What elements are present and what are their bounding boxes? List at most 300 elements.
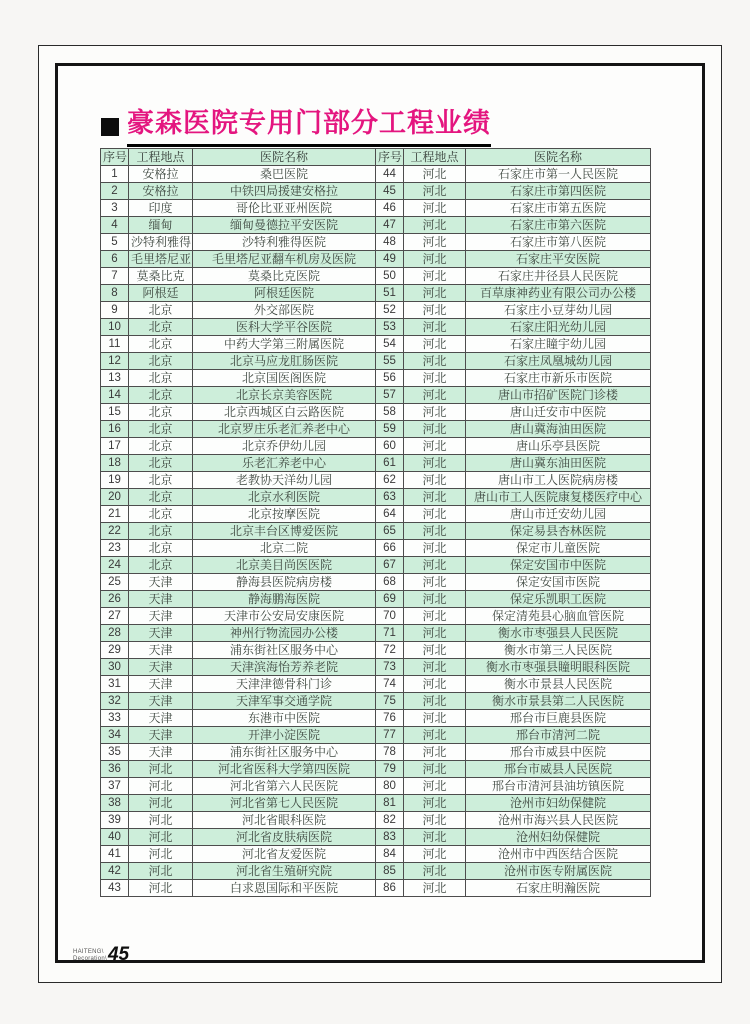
cell-serial: 72: [376, 642, 404, 659]
cell-location: 河北: [404, 608, 466, 625]
cell-location: 河北: [404, 268, 466, 285]
cell-hospital: 哥伦比亚亚州医院: [193, 200, 376, 217]
cell-location: 北京: [129, 523, 193, 540]
brand-line-1: HAITENG\: [73, 949, 104, 955]
cell-serial: 29: [101, 642, 129, 659]
cell-hospital: 保定易县杏林医院: [466, 523, 651, 540]
cell-serial: 52: [376, 302, 404, 319]
table-row: [101, 574, 651, 591]
cell-location: 河北: [404, 642, 466, 659]
cell-location: 河北: [404, 353, 466, 370]
cell-location: 河北: [404, 455, 466, 472]
cell-hospital: 北京马应龙肛肠医院: [193, 353, 376, 370]
cell-serial: 15: [101, 404, 129, 421]
cell-serial: 38: [101, 795, 129, 812]
cell-location: 河北: [129, 812, 193, 829]
cell-location: 北京: [129, 319, 193, 336]
cell-serial: 85: [376, 863, 404, 880]
cell-location: 河北: [129, 829, 193, 846]
cell-serial: 37: [101, 778, 129, 795]
page-title-block: [101, 101, 491, 147]
cell-serial: 64: [376, 506, 404, 523]
table-row: [101, 387, 651, 404]
cell-hospital: 河北省眼科医院: [193, 812, 376, 829]
cell-hospital: 衡水市枣强县瞳明眼科医院: [466, 659, 651, 676]
cell-hospital: 唐山乐亭县医院: [466, 438, 651, 455]
table-row: [101, 438, 651, 455]
cell-serial: 40: [101, 829, 129, 846]
cell-location: 安格拉: [129, 183, 193, 200]
cell-hospital: 唐山市工人医院康复楼医疗中心: [466, 489, 651, 506]
cell-serial: 26: [101, 591, 129, 608]
cell-serial: 76: [376, 710, 404, 727]
cell-hospital: 石家庄市新乐市医院: [466, 370, 651, 387]
cell-hospital: 沧州市医专附属医院: [466, 863, 651, 880]
table-row: [101, 251, 651, 268]
brand-logo: [73, 949, 107, 963]
cell-location: 河北: [404, 676, 466, 693]
cell-hospital: 外交部医院: [193, 302, 376, 319]
cell-hospital: 北京国医阁医院: [193, 370, 376, 387]
table-row: [101, 761, 651, 778]
cell-location: 河北: [404, 200, 466, 217]
cell-serial: 86: [376, 880, 404, 897]
cell-location: 北京: [129, 370, 193, 387]
cell-hospital: 毛里塔尼亚翻车机房及医院: [193, 251, 376, 268]
cell-serial: 33: [101, 710, 129, 727]
cell-location: 天津: [129, 744, 193, 761]
table-row: [101, 523, 651, 540]
cell-location: 河北: [404, 829, 466, 846]
cell-serial: 20: [101, 489, 129, 506]
table-row: [101, 336, 651, 353]
cell-serial: 21: [101, 506, 129, 523]
cell-serial: 77: [376, 727, 404, 744]
cell-serial: 58: [376, 404, 404, 421]
cell-location: 阿根廷: [129, 285, 193, 302]
table-row: [101, 676, 651, 693]
cell-hospital: 北京西城区白云路医院: [193, 404, 376, 421]
cell-hospital: 神州行物流园办公楼: [193, 625, 376, 642]
table-header-row: [101, 149, 651, 166]
cell-serial: 48: [376, 234, 404, 251]
cell-serial: 3: [101, 200, 129, 217]
table-row: [101, 472, 651, 489]
cell-serial: 74: [376, 676, 404, 693]
cell-serial: 61: [376, 455, 404, 472]
cell-hospital: 石家庄小豆芽幼儿园: [466, 302, 651, 319]
cell-hospital: 保定乐凯职工医院: [466, 591, 651, 608]
cell-location: 河北: [404, 574, 466, 591]
cell-serial: 69: [376, 591, 404, 608]
page-inner-border: [55, 63, 705, 963]
cell-hospital: 邢台市威县中医院: [466, 744, 651, 761]
cell-serial: 9: [101, 302, 129, 319]
cell-serial: 84: [376, 846, 404, 863]
cell-serial: 34: [101, 727, 129, 744]
cell-serial: 36: [101, 761, 129, 778]
cell-serial: 16: [101, 421, 129, 438]
cell-location: 河北: [404, 591, 466, 608]
cell-hospital: 邢台市威县人民医院: [466, 761, 651, 778]
table-row: [101, 319, 651, 336]
cell-location: 莫桑比克: [129, 268, 193, 285]
cell-serial: 63: [376, 489, 404, 506]
cell-serial: 24: [101, 557, 129, 574]
cell-serial: 56: [376, 370, 404, 387]
cell-location: 河北: [404, 336, 466, 353]
cell-location: 河北: [404, 472, 466, 489]
cell-location: 河北: [404, 251, 466, 268]
cell-hospital: 唐山市招矿医院门诊楼: [466, 387, 651, 404]
table-row: [101, 795, 651, 812]
cell-location: 天津: [129, 591, 193, 608]
cell-hospital: 石家庄市第五医院: [466, 200, 651, 217]
cell-hospital: 石家庄井径县人民医院: [466, 268, 651, 285]
table-row: [101, 642, 651, 659]
cell-location: 河北: [404, 795, 466, 812]
cell-hospital: 乐老汇养老中心: [193, 455, 376, 472]
cell-location: 北京: [129, 387, 193, 404]
cell-serial: 47: [376, 217, 404, 234]
cell-serial: 35: [101, 744, 129, 761]
cell-serial: 13: [101, 370, 129, 387]
cell-hospital: 浦东街社区服务中心: [193, 642, 376, 659]
table-row: [101, 200, 651, 217]
table-row: [101, 285, 651, 302]
cell-hospital: 北京美目尚医医院: [193, 557, 376, 574]
table-row: [101, 421, 651, 438]
cell-location: 天津: [129, 659, 193, 676]
table-row: [101, 812, 651, 829]
page-outer-border: [38, 45, 722, 983]
cell-serial: 62: [376, 472, 404, 489]
cell-hospital: 唐山迁安市中医院: [466, 404, 651, 421]
cell-location: 河北: [404, 659, 466, 676]
cell-hospital: 北京长京美容医院: [193, 387, 376, 404]
cell-hospital: 石家庄市第六医院: [466, 217, 651, 234]
cell-hospital: 保定市儿童医院: [466, 540, 651, 557]
cell-hospital: 石家庄阳光幼儿园: [466, 319, 651, 336]
cell-location: 河北: [404, 404, 466, 421]
cell-serial: 53: [376, 319, 404, 336]
cell-location: 北京: [129, 353, 193, 370]
cell-hospital: 沧州市中西医结合医院: [466, 846, 651, 863]
cell-location: 北京: [129, 506, 193, 523]
cell-location: 河北: [129, 795, 193, 812]
cell-serial: 32: [101, 693, 129, 710]
cell-hospital: 天津军事交通学院: [193, 693, 376, 710]
cell-location: 安格拉: [129, 166, 193, 183]
cell-hospital: 天津滨海怡芳养老院: [193, 659, 376, 676]
cell-location: 河北: [404, 217, 466, 234]
cell-hospital: 河北省第六人民医院: [193, 778, 376, 795]
table-row: [101, 727, 651, 744]
cell-serial: 27: [101, 608, 129, 625]
cell-location: 河北: [404, 812, 466, 829]
cell-location: 河北: [404, 370, 466, 387]
cell-location: 北京: [129, 557, 193, 574]
cell-location: 河北: [404, 234, 466, 251]
cell-location: 天津: [129, 710, 193, 727]
cell-location: 河北: [404, 302, 466, 319]
cell-serial: 59: [376, 421, 404, 438]
cell-serial: 25: [101, 574, 129, 591]
table-row: [101, 863, 651, 880]
cell-serial: 14: [101, 387, 129, 404]
cell-location: 天津: [129, 727, 193, 744]
cell-hospital: 唐山市工人医院病房楼: [466, 472, 651, 489]
table-row: [101, 302, 651, 319]
cell-hospital: 保定清苑县心脑血管医院: [466, 608, 651, 625]
column-header: 工程地点: [404, 149, 466, 166]
cell-serial: 39: [101, 812, 129, 829]
cell-hospital: 河北省第七人民医院: [193, 795, 376, 812]
cell-location: 天津: [129, 574, 193, 591]
cell-location: 天津: [129, 676, 193, 693]
page-title: 豪森医院专用门部分工程业绩: [127, 101, 491, 147]
table-row: [101, 404, 651, 421]
column-header: 医院名称: [466, 149, 651, 166]
cell-hospital: 邢台市清河县油坊镇医院: [466, 778, 651, 795]
cell-serial: 22: [101, 523, 129, 540]
cell-location: 河北: [404, 710, 466, 727]
cell-serial: 5: [101, 234, 129, 251]
cell-serial: 83: [376, 829, 404, 846]
cell-location: 河北: [129, 778, 193, 795]
cell-location: 河北: [404, 285, 466, 302]
cell-hospital: 衡水市景县第二人民医院: [466, 693, 651, 710]
table-row: [101, 489, 651, 506]
cell-hospital: 百草康神药业有限公司办公楼: [466, 285, 651, 302]
table-row: [101, 268, 651, 285]
cell-location: 河北: [404, 761, 466, 778]
cell-location: 河北: [404, 489, 466, 506]
projects-table: [100, 148, 651, 897]
table-row: [101, 744, 651, 761]
cell-location: 北京: [129, 489, 193, 506]
table-row: [101, 166, 651, 183]
cell-location: 河北: [404, 625, 466, 642]
cell-serial: 42: [101, 863, 129, 880]
table-row: [101, 710, 651, 727]
cell-location: 北京: [129, 336, 193, 353]
cell-serial: 46: [376, 200, 404, 217]
cell-hospital: 北京按摩医院: [193, 506, 376, 523]
cell-hospital: 白求恩国际和平医院: [193, 880, 376, 897]
cell-hospital: 石家庄市第四医院: [466, 183, 651, 200]
cell-hospital: 北京水利医院: [193, 489, 376, 506]
cell-serial: 51: [376, 285, 404, 302]
cell-location: 天津: [129, 608, 193, 625]
title-bullet-square-icon: [101, 118, 119, 136]
page-footer: [73, 944, 129, 966]
cell-location: 河北: [404, 438, 466, 455]
cell-serial: 19: [101, 472, 129, 489]
cell-serial: 28: [101, 625, 129, 642]
table-row: [101, 455, 651, 472]
cell-hospital: 北京罗庄乐老汇养老中心: [193, 421, 376, 438]
column-header: 序号: [376, 149, 404, 166]
cell-hospital: 沙特利雅得医院: [193, 234, 376, 251]
cell-location: 缅甸: [129, 217, 193, 234]
cell-location: 河北: [404, 693, 466, 710]
cell-serial: 78: [376, 744, 404, 761]
cell-hospital: 衡水市第三人民医院: [466, 642, 651, 659]
cell-hospital: 河北省友爱医院: [193, 846, 376, 863]
cell-serial: 18: [101, 455, 129, 472]
cell-location: 天津: [129, 693, 193, 710]
cell-serial: 31: [101, 676, 129, 693]
cell-serial: 8: [101, 285, 129, 302]
cell-location: 河北: [129, 846, 193, 863]
cell-hospital: 北京乔伊幼儿园: [193, 438, 376, 455]
table-row: [101, 829, 651, 846]
table-row: [101, 846, 651, 863]
cell-serial: 4: [101, 217, 129, 234]
cell-serial: 7: [101, 268, 129, 285]
cell-location: 河北: [404, 387, 466, 404]
cell-serial: 45: [376, 183, 404, 200]
cell-location: 河北: [129, 761, 193, 778]
cell-hospital: 河北省医科大学第四医院: [193, 761, 376, 778]
cell-hospital: 中铁四局援建安格拉: [193, 183, 376, 200]
cell-hospital: 唐山冀东油田医院: [466, 455, 651, 472]
page-number: 45: [107, 944, 130, 965]
cell-serial: 41: [101, 846, 129, 863]
cell-serial: 66: [376, 540, 404, 557]
cell-location: 北京: [129, 421, 193, 438]
cell-hospital: 静海县医院病房楼: [193, 574, 376, 591]
column-header: 工程地点: [129, 149, 193, 166]
cell-location: 北京: [129, 472, 193, 489]
cell-location: 河北: [129, 880, 193, 897]
cell-serial: 57: [376, 387, 404, 404]
table-row: [101, 353, 651, 370]
cell-location: 北京: [129, 438, 193, 455]
cell-hospital: 医科大学平谷医院: [193, 319, 376, 336]
cell-serial: 6: [101, 251, 129, 268]
table-row: [101, 506, 651, 523]
cell-hospital: 衡水市景县人民医院: [466, 676, 651, 693]
cell-serial: 12: [101, 353, 129, 370]
cell-hospital: 石家庄市第八医院: [466, 234, 651, 251]
table-row: [101, 659, 651, 676]
cell-hospital: 北京丰台区博爱医院: [193, 523, 376, 540]
cell-location: 河北: [404, 880, 466, 897]
cell-hospital: 保定安国市医院: [466, 574, 651, 591]
cell-serial: 23: [101, 540, 129, 557]
cell-serial: 80: [376, 778, 404, 795]
cell-hospital: 缅甸曼德拉平安医院: [193, 217, 376, 234]
cell-serial: 60: [376, 438, 404, 455]
cell-serial: 70: [376, 608, 404, 625]
cell-hospital: 唐山冀海油田医院: [466, 421, 651, 438]
cell-serial: 44: [376, 166, 404, 183]
cell-location: 河北: [404, 183, 466, 200]
table-row: [101, 880, 651, 897]
cell-location: 北京: [129, 455, 193, 472]
cell-serial: 30: [101, 659, 129, 676]
cell-serial: 79: [376, 761, 404, 778]
cell-hospital: 沧州市妇幼保健院: [466, 795, 651, 812]
cell-serial: 43: [101, 880, 129, 897]
cell-serial: 67: [376, 557, 404, 574]
cell-location: 河北: [404, 506, 466, 523]
table-row: [101, 625, 651, 642]
cell-hospital: 北京二院: [193, 540, 376, 557]
table-row: [101, 217, 651, 234]
table-row: [101, 693, 651, 710]
cell-hospital: 沧州妇幼保健院: [466, 829, 651, 846]
cell-hospital: 石家庄凤凰城幼儿园: [466, 353, 651, 370]
cell-location: 天津: [129, 625, 193, 642]
cell-location: 沙特利雅得: [129, 234, 193, 251]
cell-location: 河北: [404, 319, 466, 336]
cell-hospital: 石家庄明瀚医院: [466, 880, 651, 897]
cell-serial: 71: [376, 625, 404, 642]
cell-hospital: 阿根廷医院: [193, 285, 376, 302]
cell-location: 河北: [404, 540, 466, 557]
cell-location: 河北: [404, 557, 466, 574]
cell-hospital: 衡水市枣强县人民医院: [466, 625, 651, 642]
cell-location: 河北: [129, 863, 193, 880]
table-row: [101, 591, 651, 608]
cell-hospital: 桑巴医院: [193, 166, 376, 183]
table-row: [101, 557, 651, 574]
cell-location: 北京: [129, 404, 193, 421]
cell-serial: 55: [376, 353, 404, 370]
cell-hospital: 石家庄平安医院: [466, 251, 651, 268]
cell-serial: 54: [376, 336, 404, 353]
column-header: 医院名称: [193, 149, 376, 166]
table-row: [101, 608, 651, 625]
cell-serial: 82: [376, 812, 404, 829]
cell-location: 北京: [129, 540, 193, 557]
cell-hospital: 石家庄瞳宇幼儿园: [466, 336, 651, 353]
cell-location: 毛里塔尼亚: [129, 251, 193, 268]
cell-location: 河北: [404, 421, 466, 438]
cell-location: 河北: [404, 744, 466, 761]
cell-location: 河北: [404, 778, 466, 795]
cell-hospital: 天津市公安局安康医院: [193, 608, 376, 625]
cell-hospital: 唐山市迁安幼儿园: [466, 506, 651, 523]
cell-hospital: 天津津德骨科门诊: [193, 676, 376, 693]
table-row: [101, 183, 651, 200]
cell-serial: 73: [376, 659, 404, 676]
cell-serial: 68: [376, 574, 404, 591]
table-row: [101, 778, 651, 795]
cell-hospital: 开津小淀医院: [193, 727, 376, 744]
cell-hospital: 沧州市海兴县人民医院: [466, 812, 651, 829]
cell-hospital: 老教协天洋幼儿园: [193, 472, 376, 489]
cell-hospital: 河北省皮肤病医院: [193, 829, 376, 846]
cell-hospital: 石家庄市第一人民医院: [466, 166, 651, 183]
cell-hospital: 邢台市巨鹿县医院: [466, 710, 651, 727]
cell-location: 河北: [404, 846, 466, 863]
cell-hospital: 保定安国市中医院: [466, 557, 651, 574]
cell-location: 印度: [129, 200, 193, 217]
cell-serial: 11: [101, 336, 129, 353]
cell-serial: 75: [376, 693, 404, 710]
cell-serial: 65: [376, 523, 404, 540]
cell-hospital: 浦东街社区服务中心: [193, 744, 376, 761]
cell-location: 河北: [404, 863, 466, 880]
cell-hospital: 静海鹏海医院: [193, 591, 376, 608]
cell-hospital: 中药大学第三附属医院: [193, 336, 376, 353]
cell-serial: 10: [101, 319, 129, 336]
table-row: [101, 370, 651, 387]
